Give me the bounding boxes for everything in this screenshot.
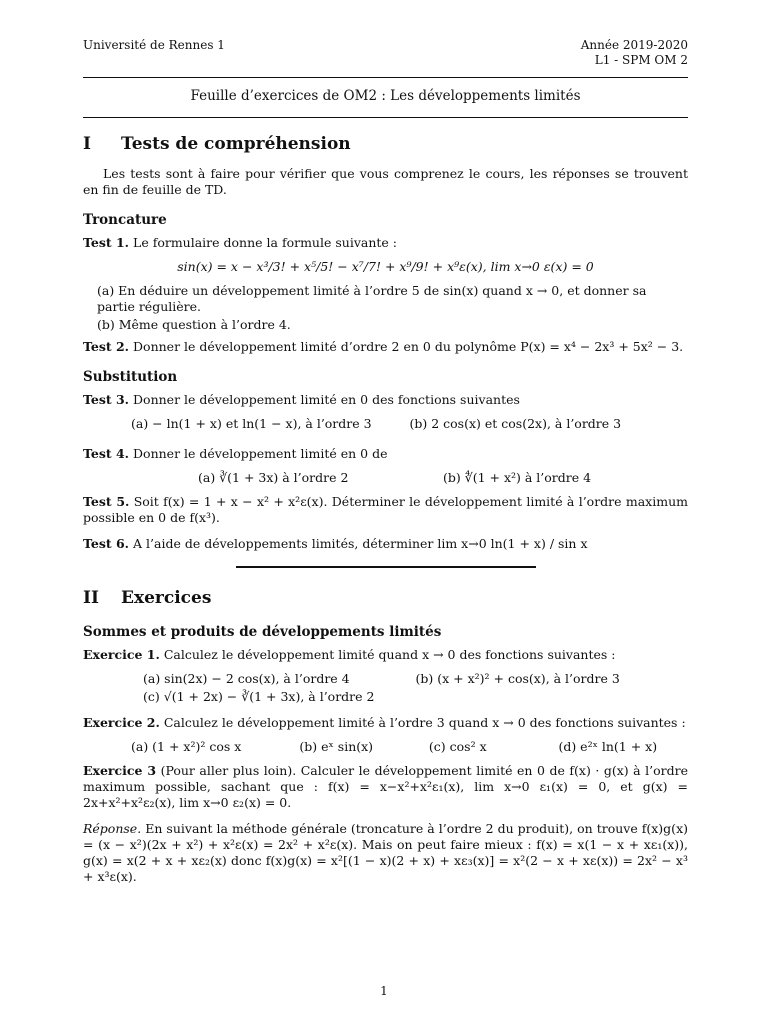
section-2-title xyxy=(83,588,688,610)
page xyxy=(83,38,688,891)
title-rule xyxy=(83,117,688,118)
section-1-number: I xyxy=(83,133,91,154)
test-2-label: Test 2. xyxy=(83,339,130,354)
test-5-text: Soit f(x) = 1 + x − x² + x²ε(x). Déterminer le développement limité à l’ordre maximum possible en 0 de f(x³). xyxy=(83,494,688,526)
exercise-1-row-2 xyxy=(143,689,688,705)
exercise-1-item-a: (a) sin(2x) − 2 cos(x), à l’ordre 4 xyxy=(143,671,350,687)
test-4-item-a: (a) ∛(1 + 3x) à l’ordre 2 xyxy=(198,470,349,486)
test-3-item-a: (a) − ln(1 + x) et ln(1 − x), à l’ordre 3 xyxy=(131,416,372,432)
test-5 xyxy=(83,494,688,526)
exercise-2-item-a: (a) (1 + x²)² cos x xyxy=(131,739,242,755)
test-1-text: Le formulaire donne la formule suivante : xyxy=(133,235,397,250)
test-1-label: Test 1. xyxy=(83,235,130,250)
section-separator xyxy=(236,566,536,568)
header-rule xyxy=(83,77,688,78)
test-5-label: Test 5. xyxy=(83,494,130,510)
test-1-items xyxy=(97,283,688,333)
exercise-3-label: Exercice 3 xyxy=(83,763,157,779)
exercise-1-row-1 xyxy=(143,671,688,687)
answer-label: Réponse. xyxy=(83,821,142,837)
test-2-text: Donner le développement limité d’ordre 2 en 0 du polynôme P(x) = x⁴ − 2x³ + 5x² − 3. xyxy=(133,339,684,354)
subsection-substitution: Substitution xyxy=(83,369,178,385)
course-name: L1 - SPM OM 2 xyxy=(594,53,688,68)
exercise-3-text: (Pour aller plus loin). Calculer le développement limité en 0 de f(x) · g(x) à l’ordre maximum possible, sachant que : f(x) = x−x²+x²ε₁(x), lim x→0 ε₁(x) = 0, et g(x) = 2x+x²+x²ε₂(x), lim x→0 ε₂(x) = 0. xyxy=(83,763,688,811)
exercise-1 xyxy=(83,647,688,663)
exercise-2-text: Calculez le développement limité à l’ordre 3 quand x → 0 des fonctions suivantes : xyxy=(163,715,686,731)
test-6 xyxy=(83,536,688,552)
test-3-label: Test 3. xyxy=(83,392,130,408)
test-6-text: A l’aide de développements limités, déterminer lim x→0 ln(1 + x) / sin x xyxy=(133,536,588,552)
exercise-1-text: Calculez le développement limité quand x → 0 des fonctions suivantes : xyxy=(163,647,616,663)
academic-year: Année 2019-2020 xyxy=(580,38,688,52)
answer-text: En suivant la méthode générale (troncature à l’ordre 2 du produit), on trouve f(x)g(x) = (x − x²)(2x + x²) + x²ε(x) = 2x² + x²ε(x). Mais on peut faire mieux : f(x) = x(1 − x + xε₁(x)), g(x) = x(2 + x + xε₂(x) donc f(x)g(x) = x²[(1 − x)(2 + x) + xε₃(x)] = x²(2 − x + xε(x)) = 2x² − x³ + x³ε(x). xyxy=(83,821,688,885)
section-2-number: II xyxy=(83,588,99,609)
test-4 xyxy=(83,446,688,462)
test-6-label: Test 6. xyxy=(83,536,130,552)
test-2 xyxy=(83,339,688,355)
test-3 xyxy=(83,392,688,408)
test-1-item-a: (a) En déduire un développement limité à l’ordre 5 de sin(x) quand x → 0, et donner sa partie régulière. xyxy=(97,283,647,314)
test-3-item-b: (b) 2 cos(x) et cos(2x), à l’ordre 3 xyxy=(409,416,622,432)
test-3-text: Donner le développement limité en 0 des fonctions suivantes xyxy=(133,392,520,408)
exercise-3-answer xyxy=(83,821,688,885)
test-4-label: Test 4. xyxy=(83,446,130,462)
subsection-troncature: Troncature xyxy=(83,211,167,228)
subsection-sommes-produits: Sommes et produits de développements limités xyxy=(83,624,442,641)
test-4-text: Donner le développement limité en 0 de xyxy=(133,446,388,462)
exercise-2-item-b: (b) eˣ sin(x) xyxy=(299,739,374,755)
exercise-2 xyxy=(83,715,688,731)
test-1 xyxy=(83,235,688,251)
section-1-heading: Tests de compréhension xyxy=(121,133,351,154)
exercise-2-items xyxy=(131,739,688,755)
page-header xyxy=(83,38,688,69)
page-number: 1 xyxy=(380,984,388,998)
exercise-2-item-c: (c) cos² x xyxy=(428,739,487,755)
test-1-item-b: (b) Même question à l’ordre 4. xyxy=(97,317,291,332)
test-4-items xyxy=(198,470,688,486)
section-1-intro: Les tests sont à faire pour vérifier que vous comprenez le cours, les réponses se trouvent en fin de feuille de TD. xyxy=(83,165,688,197)
header-right xyxy=(581,38,688,69)
test-3-items xyxy=(131,416,688,432)
test-4-item-b: (b) ∜(1 + x²) à l’ordre 4 xyxy=(443,470,592,486)
section-2-heading: Exercices xyxy=(121,588,212,609)
exercise-1-item-c: (c) √(1 + 2x) − ∛(1 + 3x), à l’ordre 2 xyxy=(143,689,375,705)
exercise-2-item-d: (d) e²ˣ ln(1 + x) xyxy=(558,739,658,755)
exercise-1-item-b: (b) (x + x²)² + cos(x), à l’ordre 3 xyxy=(415,671,620,687)
exercise-2-label: Exercice 2. xyxy=(83,715,160,731)
sin-formula: sin(x) = x − x³/3! + x⁵/5! − x⁷/7! + x⁹/9! + x⁹ε(x), lim x→0 ε(x) = 0 xyxy=(177,259,594,274)
exercise-3 xyxy=(83,763,688,811)
section-1-title xyxy=(83,134,688,156)
university-name: Université de Rennes 1 xyxy=(83,38,225,52)
document-title: Feuille d’exercices de OM2 : Les développements limités xyxy=(190,87,581,104)
exercise-1-label: Exercice 1. xyxy=(83,647,160,663)
